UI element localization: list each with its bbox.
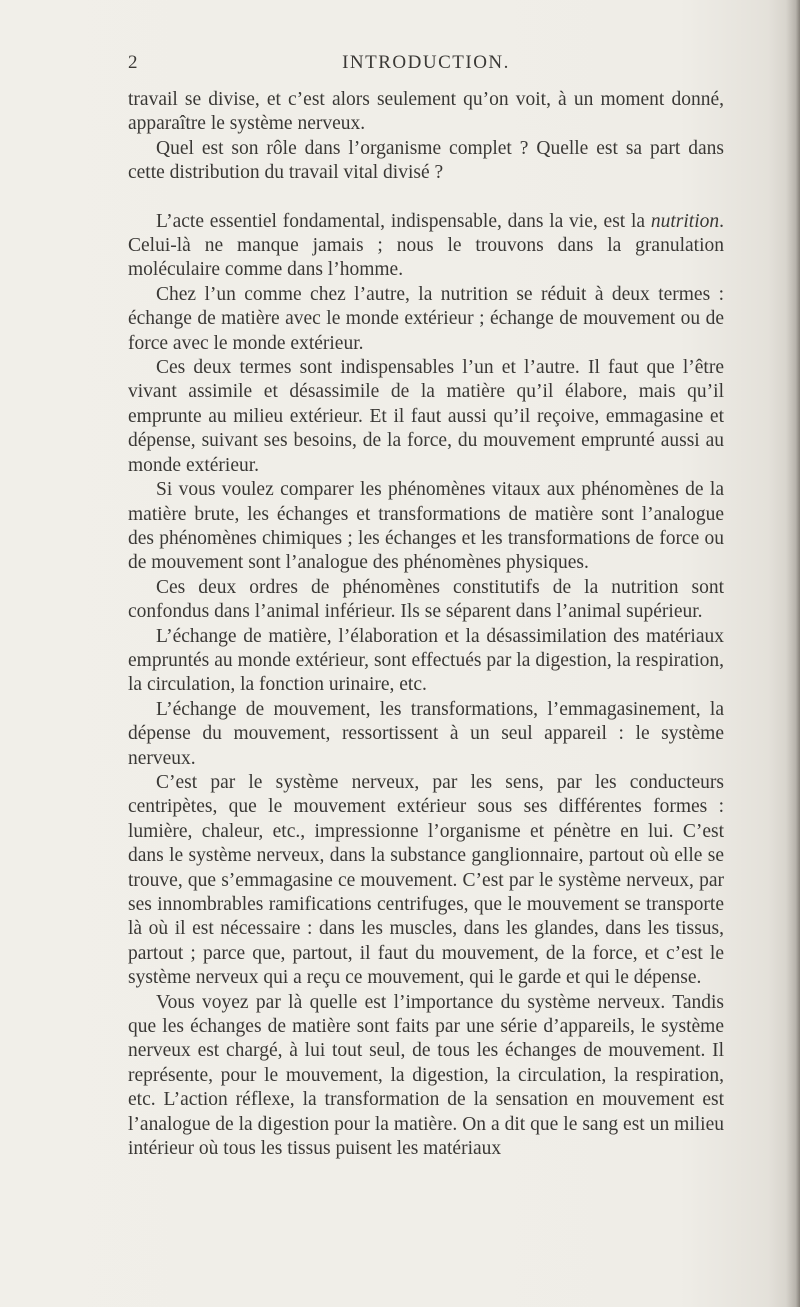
paragraph-4: Chez l’un comme chez l’autre, la nutrition se réduit à deux termes : échange de matière avec le monde extérieur ; échange de mouvement ou de force avec le monde extérieur. — [128, 283, 724, 354]
paragraph-6: Si vous voulez comparer les phénomènes vitaux aux phénomènes de la matière brute, les échanges et transformations de matière sont l’analogue des phénomènes chimiques ; les échanges et les transformations de force ou de mouvement sont l’analogue des phénomènes physiques. — [128, 479, 724, 574]
paragraph-7: Ces deux ordres de phénomènes constitutifs de la nutrition sont confondus dans l’animal inférieur. Ils se séparent dans l’animal supérieur. — [128, 576, 724, 623]
page-edge-shadow — [786, 0, 800, 1307]
paragraph-3-end: . Celui-là ne manque jamais ; nous le trouvons dans la granulation moléculaire comme dans l’homme. — [128, 210, 724, 281]
page-number: 2 — [128, 52, 138, 73]
paragraph-9: L’échange de mouvement, les transformations, l’emmagasinement, la dépense du mouvement, ressortissent à un seul appareil : le système nerveux. — [128, 698, 724, 769]
paragraph-2: Quel est son rôle dans l’organisme complet ? Quelle est sa part dans cette distribution du travail vital divisé ? — [128, 137, 724, 184]
page-header — [128, 52, 724, 82]
paragraph-3-start: L’acte essentiel fondamental, indispensable, dans la vie, est la — [156, 210, 651, 232]
running-title: INTRODUCTION. — [342, 52, 510, 73]
paragraph-3 — [128, 210, 724, 283]
italic-term-nutrition: nutrition — [650, 210, 720, 232]
paragraph-1: travail se divise, et c’est alors seulement qu’on voit, à un moment donné, apparaître le système nerveux. — [128, 89, 724, 135]
paragraph-8: L’échange de matière, l’élaboration et la désassimilation des matériaux empruntés au monde extérieur, sont effectués par la digestion, la respiration, la circulation, la fonction urinaire, etc. — [128, 625, 724, 696]
paragraph-5: Ces deux termes sont indispensables l’un et l’autre. Il faut que l’être vivant assimile et désassimile de la matière qu’il élabore, mais qu’il emprunte au milieu extérieur. Et il faut aussi qu’il reçoive, emmagasine et dépense, suivant ses besoins, de la force, du mouvement emprunté aussi au monde extérieur. — [128, 357, 724, 476]
paragraph-11: Vous voyez par là quelle est l’importance du système nerveux. Tandis que les échanges de matière sont faits par une série d’appareils, le système nerveux est chargé, à lui tout seul, de tous les échanges de mouvement. Il représente, pour le mouvement, la digestion, la circulation, la respiration, etc. L’action réflexe, la transformation de la sensation en mouvement est l’analogue de la digestion pour la matière. On a dit que le sang est un milieu intérieur où tous les tissus puisent les matériaux — [128, 991, 724, 1160]
body-text — [128, 88, 724, 1161]
paragraph-10: C’est par le système nerveux, par les sens, par les conducteurs centripètes, que le mouvement extérieur sous ses différentes formes : lumière, chaleur, etc., impressionne l’organisme et pénètre en lui. C’est dans le système nerveux, dans la substance ganglionnaire, partout où elle se trouve, que s’emmagasine ce mouvement. C’est par le système nerveux, par ses innombrables ramifications centrifuges, que le mouvement se transporte là où il est nécessaire : dans les muscles, dans les glandes, dans les tissus, partout ; parce que, partout, il faut du mouvement, de la force, et c’est le système nerveux qui a reçu ce mouvement, qui le garde et qui le dépense. — [128, 771, 724, 989]
